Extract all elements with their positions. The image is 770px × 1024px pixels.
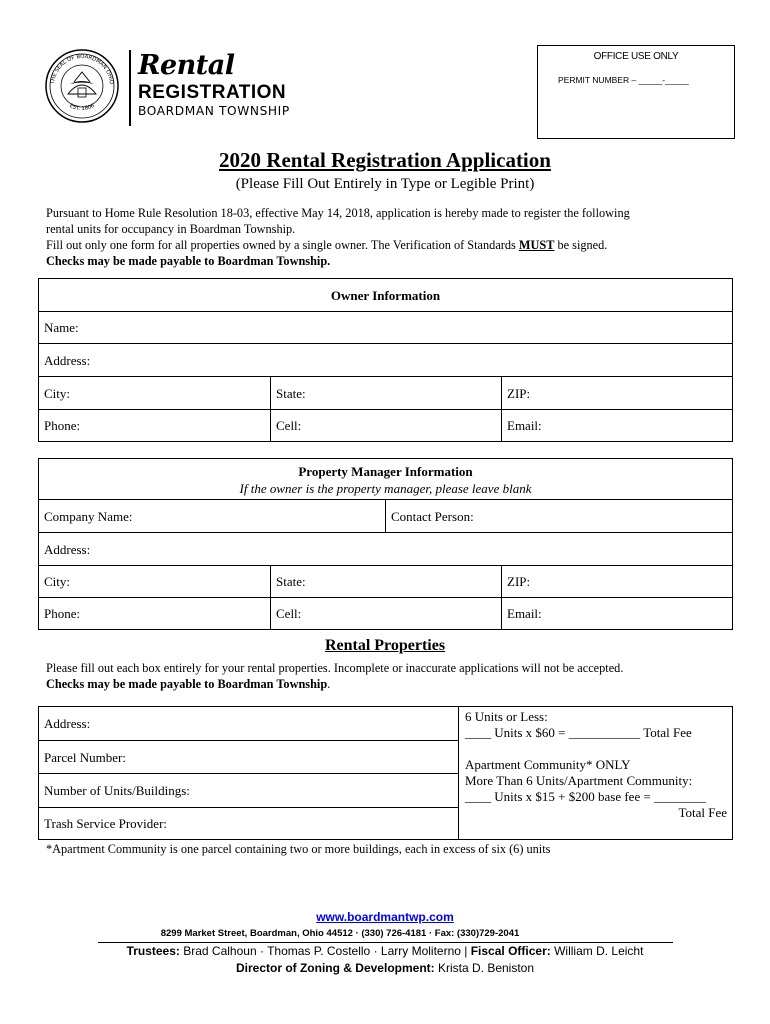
- manager-heading: Property Manager Information: [298, 464, 473, 479]
- footer-director: Director of Zoning & Development: Krista D. Beniston: [235, 961, 535, 975]
- manager-state-field[interactable]: State:: [270, 566, 501, 598]
- manager-city-field[interactable]: City:: [44, 574, 71, 589]
- fee-apartment-total: Total Fee: [678, 805, 727, 820]
- owner-phone-field[interactable]: Phone:: [44, 418, 81, 433]
- owner-heading: Owner Information: [330, 288, 441, 303]
- seal-text-bottom: EST. 1806: [68, 102, 96, 113]
- manager-cell-field[interactable]: Cell:: [270, 598, 501, 630]
- seal-text-top: THE SEAL OF BOARDMAN OHIO: [50, 53, 114, 85]
- manager-heading-block: [39, 463, 732, 497]
- intro-line: Pursuant to Home Rule Resolution 18-03, effective May 14, 2018, application is hereby made to register the following: [46, 206, 630, 220]
- rental-properties-heading: Rental Properties: [324, 637, 446, 654]
- permit-number-field[interactable]: PERMIT NUMBER – _____-_____: [558, 75, 689, 85]
- owner-address-field[interactable]: Address:: [44, 352, 91, 368]
- manager-contact-field[interactable]: Contact Person:: [385, 500, 732, 533]
- intro-paragraph: [46, 205, 726, 269]
- intro-checks-line: Checks may be made payable to Boardman Township.: [46, 254, 331, 268]
- rental-instructions-line: Please fill out each box entirely for your rental properties. Incomplete or inaccurate applications will not be accepted.: [46, 661, 624, 675]
- manager-city-row: [39, 565, 732, 598]
- footer-divider: [98, 942, 673, 943]
- owner-heading-row: [39, 279, 732, 311]
- apartment-footnote: *Apartment Community is one parcel containing two or more buildings, each in excess of six (6) units: [46, 842, 551, 856]
- intro-line: rental units for occupancy in Boardman Township.: [46, 222, 296, 236]
- logo-divider: [129, 50, 131, 126]
- manager-company-row: [39, 499, 732, 533]
- property-manager-section: [38, 458, 733, 630]
- property-address-row: [39, 707, 458, 740]
- trash-provider-field[interactable]: Trash Service Provider:: [44, 816, 168, 831]
- manager-address-row: [39, 532, 732, 566]
- owner-name-row: [39, 311, 732, 344]
- property-units-row: [39, 773, 458, 808]
- manager-note: If the owner is the property manager, please leave blank: [239, 481, 532, 496]
- logo-township: BOARDMAN TOWNSHIP: [138, 104, 290, 118]
- owner-state-field[interactable]: State:: [270, 377, 501, 410]
- logo-rental: Rental: [138, 50, 235, 81]
- svg-text:EST. 1806: [68, 103, 96, 112]
- property-parcel-row: [39, 740, 458, 774]
- website-link[interactable]: www.boardmantwp.com: [316, 910, 454, 924]
- logo-registration: REGISTRATION: [138, 82, 287, 103]
- must-emphasis: MUST: [518, 238, 555, 252]
- owner-information-section: [38, 278, 733, 442]
- footer-trustees: Trustees: Brad Calhoun · Thomas P. Costello · Larry Moliterno | Fiscal Officer: William D. Leicht: [126, 944, 644, 958]
- fee-small-line[interactable]: ____ Units x $60 = ___________ Total Fee: [465, 725, 692, 740]
- owner-name-field[interactable]: Name:: [44, 320, 79, 335]
- owner-city-field[interactable]: City:: [44, 385, 71, 401]
- rental-checks-line: Checks may be made payable to Boardman Township.: [46, 677, 331, 691]
- manager-phone-row: [39, 597, 732, 630]
- page-title: 2020 Rental Registration Application: [219, 148, 551, 172]
- property-trash-row: [39, 807, 458, 840]
- manager-address-field[interactable]: Address:: [44, 541, 91, 557]
- property-column-divider: [458, 707, 459, 839]
- office-use-title: OFFICE USE ONLY: [593, 51, 679, 62]
- fee-apartment-title: Apartment Community* ONLY: [465, 757, 631, 772]
- manager-phone-field[interactable]: Phone:: [44, 606, 81, 621]
- manager-email-field[interactable]: Email:: [501, 598, 732, 630]
- parcel-number-field[interactable]: Parcel Number:: [44, 749, 126, 765]
- footer-address: 8299 Market Street, Boardman, Ohio 44512 · (330) 726-4181 · Fax: (330)729-2041: [160, 928, 520, 939]
- owner-email-field[interactable]: Email:: [501, 410, 732, 442]
- fee-apartment-line[interactable]: ____ Units x $15 + $200 base fee = ________: [465, 789, 707, 804]
- office-use-box: [537, 45, 735, 139]
- fee-small-title: 6 Units or Less:: [465, 709, 548, 724]
- fee-apartment-desc: More Than 6 Units/Apartment Community:: [465, 773, 693, 788]
- units-buildings-field[interactable]: Number of Units/Buildings:: [44, 783, 190, 798]
- property-address-field[interactable]: Address:: [44, 715, 91, 731]
- owner-city-row: [39, 376, 732, 410]
- township-seal: [44, 48, 120, 124]
- rental-instructions: [46, 660, 736, 692]
- manager-zip-field[interactable]: ZIP:: [501, 566, 732, 598]
- owner-phone-row: [39, 409, 732, 442]
- intro-line: Fill out only one form for all properties owned by a single owner. The Verification of Standards MUST be signed.: [46, 238, 608, 252]
- manager-company-field[interactable]: Company Name:: [44, 508, 133, 524]
- owner-address-row: [39, 343, 732, 377]
- owner-cell-field[interactable]: Cell:: [270, 410, 501, 442]
- fee-calculator: [465, 709, 727, 821]
- page-subtitle: (Please Fill Out Entirely in Type or Legible Print): [235, 176, 535, 192]
- rental-property-box: [38, 706, 733, 840]
- owner-zip-field[interactable]: ZIP:: [501, 377, 732, 410]
